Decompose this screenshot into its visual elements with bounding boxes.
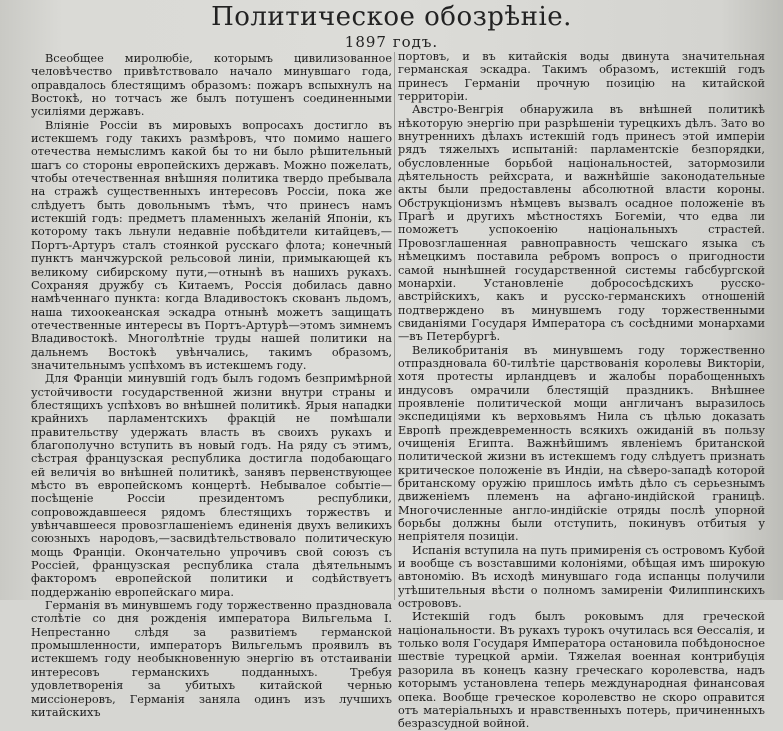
paragraph: Австро-Венгрія обнаружила въ внѣшней политикѣ нѣкоторую энергію при разрѣшеніи турецкихъ дѣлъ. Зато во внутреннихъ дѣлахъ истекшій годъ принесъ этой имперіи рядъ тяжелыхъ испытаній: парламентскіе безпорядки, обусловленные борьбой національностей, затормозили дѣятельность рейхсрата, и важнѣйшіе законодательные акты были предоставлены абсолютной власти короны. Обструкціонизмъ нѣмцевъ вызвалъ осадное положеніе въ Прагѣ и другихъ мѣстностяхъ Богеміи, что едва ли поможетъ успокоенію національныхъ страстей. Провозглашенная равноправность чешскаго языка съ нѣмецкимъ поставила ребромъ вопросъ о пригодности самой нынѣшней государственной системы габсбургской монархіи. Установленіе добрососѣдскихъ русско-австрійскихъ, какъ и русско-германскихъ отношеній подтверждено въ минувшемъ году торжественными свиданіями Государя Императора съ сосѣдними монархами—въ Петербургѣ. — [398, 103, 765, 344]
paragraph: Германія въ минувшемъ году торжественно праздновала столѣтіе со дня рожденія императора Вильгельма I. Непрестанно слѣдя за развитіемъ германской промышленности, императоръ Вильгельмъ проявилъ въ истекшемъ году необыкновенную энергію въ отстаиваніи интересовъ германскихъ подданныхъ. Требуя удовлетворенія за убитыхъ китайской чернью миссіонеровъ, Германія заняла одинъ изъ лучшихъ китайскихъ — [31, 599, 392, 719]
paragraph: Для Франціи минувшій годъ былъ годомъ безпримѣрной устойчивости государственной жизни внутри страны и блестящихъ успѣховъ во внѣшней политикѣ. Ярыя нападки крайнихъ парламентскихъ фракцій не помѣшали правительству удержать власть въ своихъ рукахъ и благополучно вступить въ новый годъ. На ряду съ этимъ, сѣстрая французская республика достигла подобающаго ей величія во внѣшней политикѣ, занявъ первенствующее мѣсто въ европейскомъ концертѣ. Небывалое событіе—посѣщеніе Россіи президентомъ республики, сопровождавшееся рядомъ блестящихъ торжествъ и увѣнчавшееся провозглашеніемъ единенія двухъ великихъ союзныхъ народовъ,—засвидѣтельствовало политическую мощь Франціи. Окончательно упрочивъ свой союзъ съ Россіей, французская республика стала дѣятельнымъ факторомъ европейской политики и содѣйствуетъ поддержанію европейскаго мира. — [31, 372, 392, 599]
column-divider — [394, 52, 395, 600]
page-title: Политическое обозрѣніе. — [211, 2, 572, 32]
paragraph: Великобританія въ минувшемъ году торжественно отпраздновала 60-тилѣтіе царствованія королевы Викторіи, хотя протесты ирландцевъ и жалобы порабощенныхъ индусовъ омрачили блестящій праздникъ. Внѣшнее проявленіе политической мощи англичанъ выразилось экспедиціями къ верховьямъ Нила съ цѣлью доказать Европѣ преждевременность всякихъ ожиданій въ пользу очищенія Египта. Важнѣйшимъ явленіемъ британской политической жизни въ истекшемъ году слѣдуетъ признать критическое положеніе въ Индіи, на сѣверо-западѣ которой британскому оружію пришлось имѣть дѣло съ серьезнымъ движеніемъ племенъ на афгано-индійской границѣ. Многочисленные англо-индійскіе отряды послѣ упорной борьбы должны были отступить, покинувъ отбитыя у непріятеля позиціи. — [398, 343, 765, 544]
left-column — [31, 52, 392, 719]
right-column — [398, 50, 765, 731]
page-subtitle-year: 1897 годъ. — [344, 33, 439, 51]
paragraph: Истекшій годъ былъ роковымъ для греческой національности. Въ рукахъ турокъ очутилась вся Ѳессалія, и только воля Государя Императора остановила побѣдоносное шествіе турецкой арміи. Тяжелая военная контрибуція разорила въ конецъ казну греческаго королевства, надъ которымъ установлена теперь международная финансовая опека. Вообще греческое королевство не скоро оправится отъ матеріальныхъ и нравственныхъ потерь, причиненныхъ безразсудной войной. — [398, 610, 765, 731]
paragraph: Испанія вступила на путь примиренія съ островомъ Кубой и вообще съ возставшими колоніями, обѣщая имъ широкую автономію. Въ исходѣ минувшаго года испанцы получили утѣшительныя вѣсти о полномъ замиреніи Филиппинскихъ острововъ. — [398, 543, 765, 611]
paragraph: Всеобщее миролюбіе, которымъ цивилизованное человѣчество привѣтствовало начало минувшаго года, оправдалось блестящимъ образомъ: пожаръ вспыхнулъ на Востокѣ, но тотчасъ же былъ потушенъ соединенными усиліями державъ. — [31, 52, 392, 119]
paragraph: Вліяніе Россіи въ мировыхъ вопросахъ достигло въ истекшемъ году такихъ размѣровъ, что помимо нашего отечества немыслимъ какой бы то ни было рѣшительный шагъ со стороны европейскихъ державъ. Можно пожелать, чтобы отечественная внѣшняя политика твердо пребывала на стражѣ существенныхъ интересовъ Россіи, пока же слѣдуетъ быть довольнымъ тѣмъ, что принесъ намъ истекшій годъ: предметъ пламенныхъ желаній Японіи, къ которому такъ льнули недавніе побѣдители китайцевъ,—Портъ-Артуръ сталъ стоянкой русскаго флота; конечный пунктъ манчжурской рельсовой линіи, примыкающей къ великому сибирскому пути,—отнынѣ въ нашихъ рукахъ. Сохраняя дружбу съ Китаемъ, Россія добилась давно намѣченнаго пункта: когда Владивостокъ скованъ льдомъ, наша тихоокеанская эскадра отнынѣ можетъ защищать отечественные интересы въ Портъ-Артурѣ—этомъ зимнемъ Владивостокѣ. Многолѣтніе труды нашей политики на дальнемъ Востокѣ увѣнчались, такимъ образомъ, значительнымъ успѣхомъ въ истекшемъ году. — [31, 118, 392, 372]
paragraph: портовъ, и въ китайскія воды двинута значительная германская эскадра. Такимъ образомъ, истекшій годъ принесъ Германіи прочную позицію на китайской территоріи. — [398, 50, 765, 104]
